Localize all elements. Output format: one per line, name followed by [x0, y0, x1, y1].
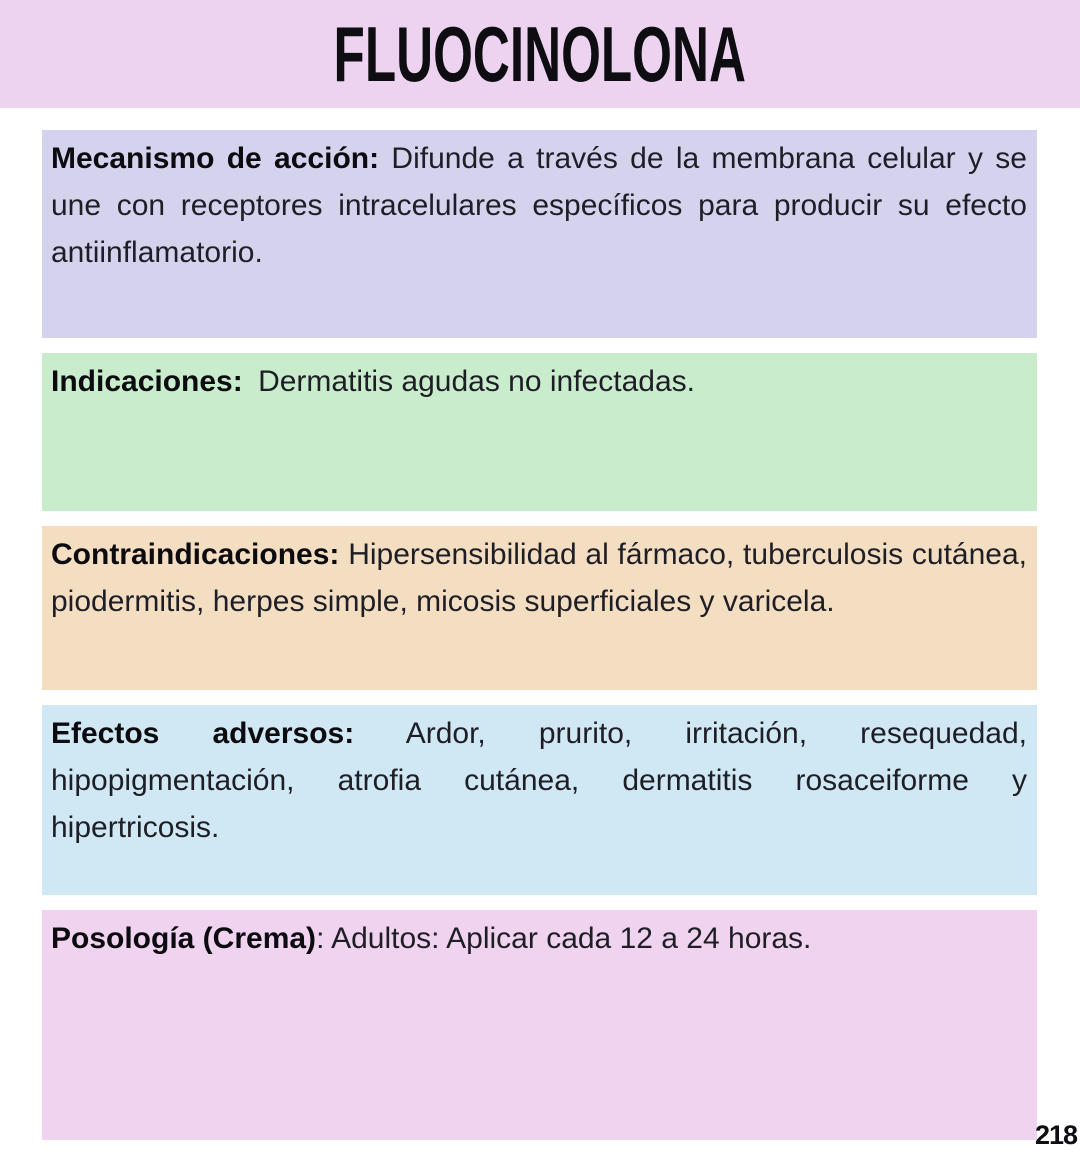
section-text: Ardor, prurito, irritación, resequedad, hipopigmentación, atrofia cutánea, dermatitis rosaceiforme y hipertricosis.	[51, 717, 1027, 844]
section-posologia	[42, 910, 1037, 1140]
section-label: Contraindicaciones:	[51, 538, 340, 571]
section-paragraph	[51, 358, 1027, 405]
section-label: Indicaciones:	[51, 365, 243, 398]
section-label: Efectos adversos:	[51, 717, 355, 750]
section-text: Hipersensibilidad al fármaco, tuberculosis cutánea, piodermitis, herpes simple, micosis superficiales y varicela.	[51, 538, 1027, 618]
section-indicaciones	[42, 353, 1037, 511]
section-text: Dermatitis agudas no infectadas.	[258, 365, 695, 398]
section-label: Mecanismo de acción:	[51, 142, 380, 175]
section-contraindicaciones	[42, 526, 1037, 690]
section-mecanismo-de-accion	[42, 130, 1037, 338]
section-paragraph	[51, 915, 1027, 962]
sections-container	[0, 108, 1080, 1140]
page-number: 218	[1034, 1120, 1077, 1150]
section-label: Posología (Crema)	[51, 922, 317, 955]
section-paragraph	[51, 710, 1027, 851]
section-efectos-adversos	[42, 705, 1037, 895]
page-title: FLUOCINOLONA	[333, 10, 747, 98]
section-text: Difunde a través de la membrana celular y se une con receptores intracelulares específicos para producir su efecto antiinflamatorio.	[51, 142, 1027, 269]
section-paragraph	[51, 531, 1027, 625]
section-paragraph	[51, 135, 1027, 276]
section-text: : Adultos: Aplicar cada 12 a 24 horas.	[316, 922, 812, 955]
header-band	[0, 0, 1080, 108]
